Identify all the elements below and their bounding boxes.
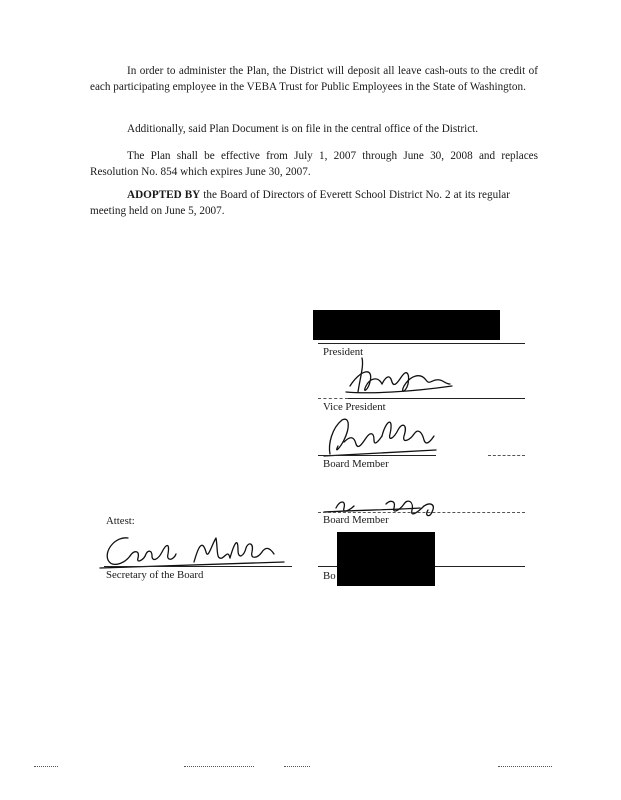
redaction-board-member-3	[337, 532, 435, 586]
vice-president-label: Vice President	[323, 401, 386, 413]
paragraph-plan-on-file: Additionally, said Plan Document is on file in the central office of the District.	[127, 123, 479, 135]
board-member-1-signature-line	[318, 455, 436, 456]
secretary-label: Secretary of the Board	[106, 569, 204, 581]
paragraph-effective-dates: The Plan shall be effective from July 1, 2007 through June 30, 2008 and replaces Resolution No. 854 which expires June 30, 2007.	[90, 150, 538, 178]
president-signature-line	[318, 343, 525, 344]
scan-mark-right	[498, 766, 552, 767]
secretary-signature-line	[104, 566, 292, 567]
attest-label: Attest:	[106, 515, 135, 527]
scan-mark-center	[184, 766, 254, 767]
redaction-president-signature	[313, 310, 500, 340]
board-member-1-line-end	[488, 455, 525, 456]
vice-president-signature	[340, 356, 460, 400]
board-member-2-label: Board Member	[323, 514, 389, 526]
adopted-by-heading: ADOPTED BY	[127, 189, 201, 201]
president-label: President	[323, 346, 364, 358]
board-member-1-signature	[320, 414, 440, 460]
paragraph-veba-deposit: In order to administer the Plan, the District will deposit all leave cash-outs to the credit of each participating employee in the VEBA Trust for Public Employees in the State of Washington.	[90, 65, 538, 93]
board-member-2-signature-line	[318, 512, 525, 513]
vice-president-line-start	[318, 398, 348, 399]
scan-mark-center-right	[284, 766, 310, 767]
scan-mark-left	[34, 766, 58, 767]
board-member-1-label: Board Member	[323, 458, 389, 470]
vice-president-signature-line	[348, 398, 525, 399]
board-member-3-label: Bo	[323, 570, 336, 582]
paragraph-adopted-by: ADOPTED BY the Board of Directors of Everett School District No. 2 at its regular meeting held on June 5, 2007.	[90, 189, 510, 217]
